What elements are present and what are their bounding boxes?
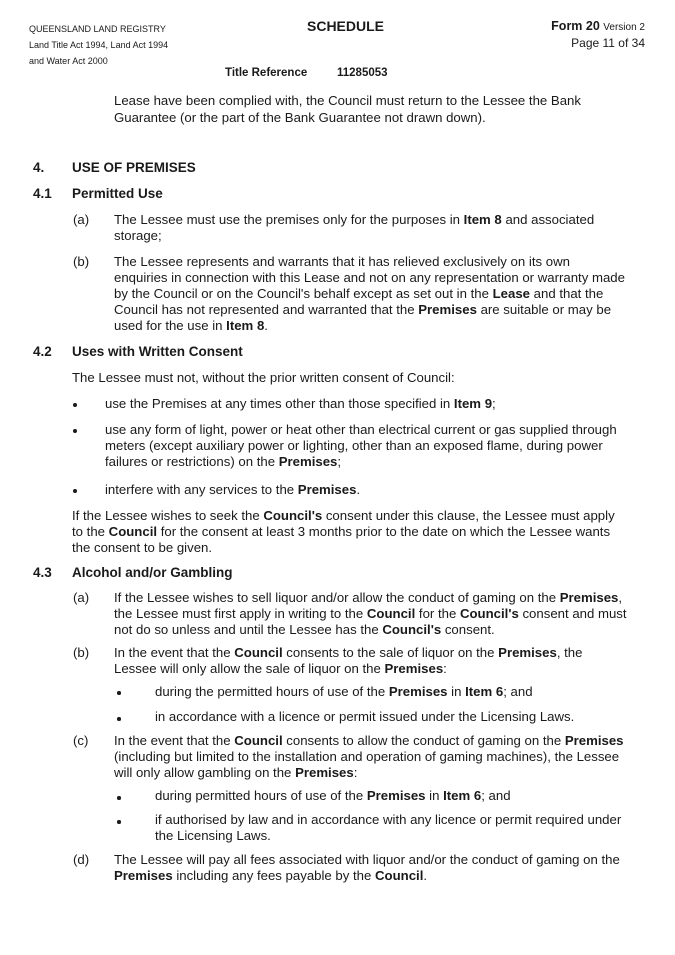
- clause-4-3-b-line-1: In the event that the Council consents to the sale of liquor on the Premises, the: [114, 645, 583, 660]
- clause-4-3-c-line-2: (including but limited to the installation and operation of gaming machines), the Lessee: [114, 749, 620, 764]
- clause-4-3-c-item-2-line-2: the Licensing Laws.: [155, 828, 271, 843]
- clause-4-3-b-item-2: in accordance with a licence or permit issued under the Licensing Laws.: [155, 709, 575, 724]
- registry-name: QUEENSLAND LAND REGISTRY: [29, 24, 166, 34]
- clause-4-3-b-line-2: Lessee will only allow the sale of liquor on the Premises:: [114, 661, 447, 676]
- registry-acts: Land Title Act 1994, Land Act 1994: [29, 40, 169, 50]
- clause-4-1-b-line-3: by the Council or on the Council's behalf except as set out in the Lease and that the: [114, 286, 604, 301]
- form-label: Form 20 Version 2: [551, 19, 645, 33]
- section-4-number: 4.: [33, 160, 45, 175]
- bullet-point: [73, 489, 77, 493]
- section-4-2-para-line-1: If the Lessee wishes to seek the Council's consent under this clause, the Lessee must apply: [72, 508, 615, 523]
- clause-4-1-b-line-4: Council has not represented and warranted that the Premises are suitable or may be: [114, 302, 612, 317]
- clause-4-3-a-label: (a): [73, 590, 90, 605]
- clause-4-1-b-line-5: used for the use in Item 8.: [114, 318, 268, 333]
- clause-4-3-c-item-2-line-1: if authorised by law and in accordance with any licence or permit required under: [155, 812, 622, 827]
- clause-4-3-b-label: (b): [73, 645, 90, 660]
- clause-4-3-d-label: (d): [73, 852, 90, 867]
- section-4-1-title: Permitted Use: [72, 186, 163, 201]
- clause-4-3-d-line-1: The Lessee will pay all fees associated with liquor and/or the conduct of gaming on the: [114, 852, 620, 867]
- clause-4-3-c-line-1: In the event that the Council consents to allow the conduct of gaming on the Premises: [114, 733, 624, 748]
- section-4-2-bullet-3: interfere with any services to the Premises.: [105, 482, 361, 497]
- section-4-1-number: 4.1: [33, 186, 52, 201]
- clause-4-1-b-label: (b): [73, 254, 90, 269]
- clause-4-3-b-item-1: during the permitted hours of use of the Premises in Item 6; and: [155, 684, 533, 699]
- continuation-line-2: Guarantee (or the part of the Bank Guarantee not drawn down).: [114, 110, 486, 125]
- title-reference-label: Title Reference: [225, 67, 308, 79]
- schedule-title: SCHEDULE: [307, 18, 385, 34]
- clause-4-3-a-line-2: the Lessee must first apply in writing to the Council for the Council's consent and must: [114, 606, 627, 621]
- bullet-point: [73, 403, 77, 407]
- section-4-2-intro: The Lessee must not, without the prior written consent of Council:: [72, 370, 455, 385]
- clause-4-3-c-label: (c): [73, 733, 89, 748]
- section-4-2-title: Uses with Written Consent: [72, 344, 243, 359]
- clause-4-1-b-line-1: The Lessee represents and warrants that it has relieved exclusively on its own: [114, 254, 570, 269]
- continuation-line-1: Lease have been complied with, the Council must return to the Lessee the Bank: [114, 93, 581, 108]
- section-4-2-bullet-2-line-1: use any form of light, power or heat other than electrical current or gas supplied through: [105, 422, 617, 437]
- section-4-2-bullet-2-line-3: failures or restrictions) on the Premises;: [105, 454, 342, 469]
- clause-4-1-a-line-1: The Lessee must use the premises only for the purposes in Item 8 and associated: [114, 212, 595, 227]
- section-4-2-para-line-2: to the Council for the consent at least 3 months prior to the date on which the Lessee wants: [72, 524, 611, 539]
- bullet-point: [117, 820, 121, 824]
- section-4-2-bullet-2-line-2: meters (except auxiliary power or lighting, other than an exposed flame, during power: [105, 438, 603, 453]
- section-4-2-bullet-1: use the Premises at any times other than those specified in Item 9;: [105, 396, 496, 411]
- bullet-point: [117, 717, 121, 721]
- clause-4-1-b-line-2: enquiries in connection with this Lease and not on any representation or warranty made: [114, 270, 625, 285]
- clause-4-1-a-line-2: storage;: [114, 228, 162, 243]
- title-reference-value: 11285053: [337, 67, 388, 79]
- clause-4-3-a-line-1: If the Lessee wishes to sell liquor and/or allow the conduct of gaming on the Premises,: [114, 590, 623, 605]
- page-number: Page 11 of 34: [571, 36, 645, 50]
- clause-4-3-d-line-2: Premises including any fees payable by the Council.: [114, 868, 428, 883]
- section-4-2-para-line-3: the consent to be given.: [72, 540, 213, 555]
- section-4-2-number: 4.2: [33, 344, 52, 359]
- section-4-3-number: 4.3: [33, 565, 52, 580]
- bullet-point: [73, 429, 77, 433]
- bullet-point: [117, 796, 121, 800]
- clause-4-3-c-item-1: during permitted hours of use of the Premises in Item 6; and: [155, 788, 511, 803]
- section-4-title: USE OF PREMISES: [72, 160, 196, 175]
- registry-acts-2: and Water Act 2000: [29, 56, 108, 66]
- clause-4-1-a-label: (a): [73, 212, 90, 227]
- section-4-3-title: Alcohol and/or Gambling: [72, 565, 233, 580]
- bullet-point: [117, 691, 121, 695]
- clause-4-3-a-line-3: not do so unless and until the Lessee has the Council's consent.: [114, 622, 495, 637]
- clause-4-3-c-line-3: will only allow gambling on the Premises:: [114, 765, 358, 780]
